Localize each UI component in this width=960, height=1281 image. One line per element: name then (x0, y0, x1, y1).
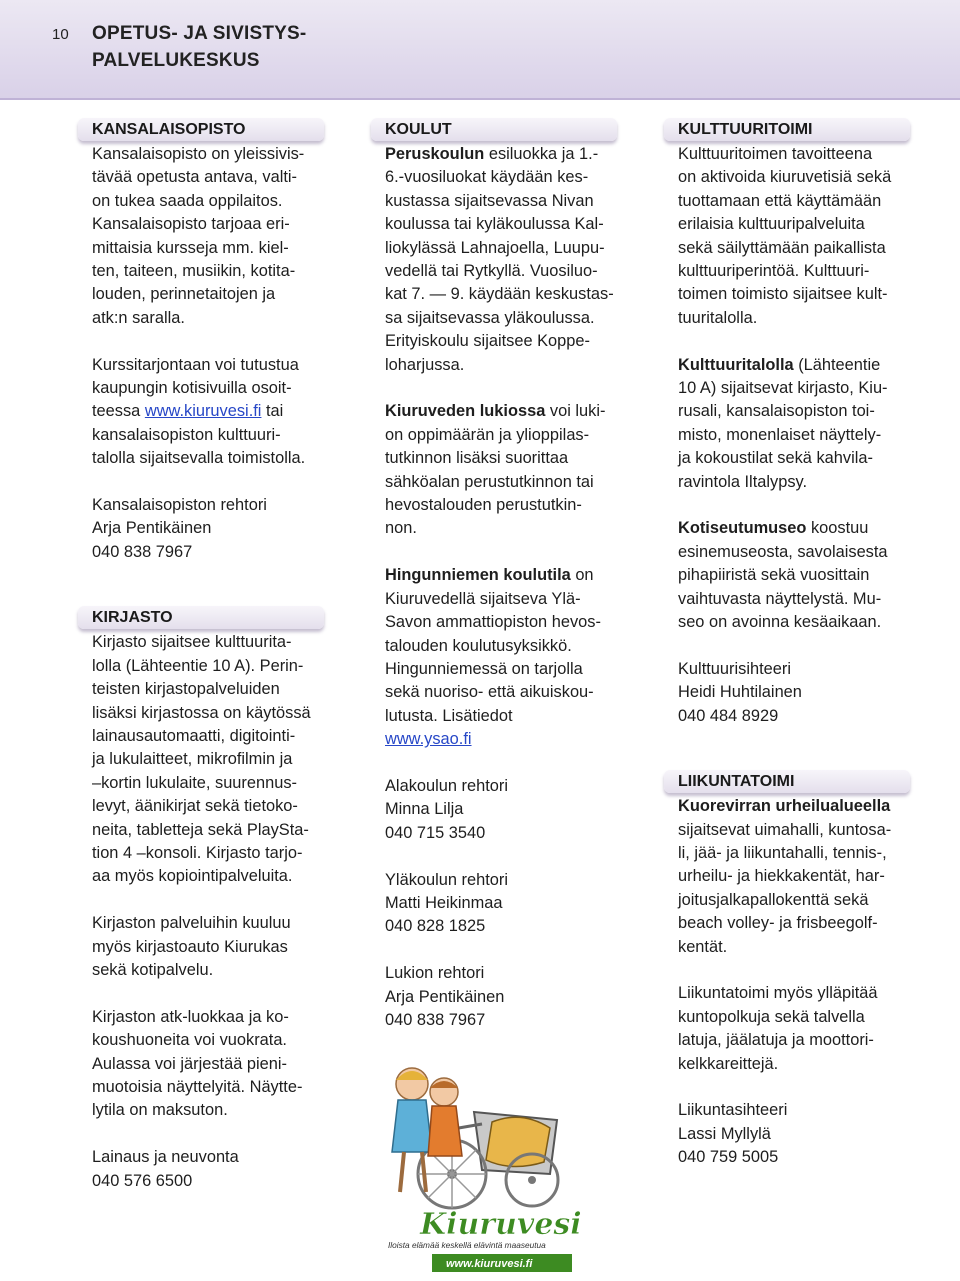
koulut-lukio: Kiuruveden lukiossa voi luki- on oppimäärän ja ylioppilas- tutkinnon lisäksi suorittaa sähköalan perustutkinnon tai hevostalouden perustutkin- non. (385, 402, 606, 538)
logo-wordmark: Kiuruvesi (420, 1207, 582, 1242)
section-heading-kirjasto: KIRJASTO (78, 606, 324, 629)
section-heading-koulut: KOULUT (371, 118, 617, 141)
section-heading-kansalaisopisto: KANSALAISOPISTO (78, 118, 324, 141)
koulut-contact-ylakoulu: Yläkoulun rehtori Matti Heikinmaa 040 828 1825 (385, 870, 509, 936)
koulut-hingunniemi: Hingunniemen koulutila on Kiuruvedellä sijaitseva Ylä- Savon ammattiopiston hevos- talouden koulutusyksikkö. Hingunniemessä on tarjolla sekä nuoriso- että aikuiskou- lutusta. Lisätiedot www.ysao.fi (385, 566, 601, 749)
liikuntatoimi-trails: Liikuntatoimi myös ylläpitää kuntopolkuja sekä talvella latuja, jäälatuja ja moottori- kelkkareittejä. (678, 984, 878, 1073)
page-title-line-1: OPETUS- JA SIVISTYS- (92, 23, 307, 44)
column-left (78, 118, 340, 1216)
kiuruvesi-illustration (382, 1062, 582, 1274)
page-number: 10 (52, 26, 69, 43)
koulut-contact-lukio: Lukion rehtori Arja Pentikäinen 040 838 7967 (385, 964, 505, 1029)
column-right (664, 118, 926, 1193)
koulut-contact-alakoulu: Alakoulun rehtori Minna Lilja 040 715 3540 (385, 776, 509, 842)
page-title-line-2: PALVELUKESKUS (92, 50, 260, 71)
kulttuuritalo: Kulttuuritalolla (Lähteentie 10 A) sijaitsevat kirjasto, Kiu- rusali, kansalaisopiston toi- misto, monenlaiset näyttely- ja kokoustilat sekä kahvila- ravintola Iltalypsy. (678, 355, 888, 491)
logo-tagline: Iloista elämää keskellä elävintä maaseutua (388, 1240, 546, 1250)
kulttuuritoimi-contact: Kulttuurisihteeri Heidi Huhtilainen 040 484 8929 (678, 659, 802, 725)
kiuruvesi-logo (382, 1062, 582, 1274)
logo-url: www.kiuruvesi.fi (446, 1258, 533, 1270)
ysao-website-link[interactable]: www.ysao.fi (385, 730, 472, 749)
kirjasto-contact: Lainaus ja neuvonta 040 576 6500 (92, 1148, 239, 1190)
koulut-peruskoulu: Peruskoulun esiluokka ja 1.- 6.-vuosiluokat käydään kes- kustassa sijaitsevassa Nivan koulussa tai kyläkoulussa Kal- liokylässä Lahnajoella, Luupu- vedellä tai Rytkyllä. Vuosiluo- kat 7. — 9. käydään keskustas- sa sijaitsevassa yläkoulussa. Erityiskoulu sijaitsee Koppe- loharjussa. (385, 145, 614, 374)
kirjasto-services: Kirjasto sijaitsee kulttuurita- lolla (Lähteentie 10 A). Perin- teisten kirjastopalveluiden lisäksi kirjastossa on käytössä lainausautomaatti, digitointi- ja lukulaitteet, mikrofilmin ja –kortin lukulaite, suurennus- levyt, äänikirjat sekä tietoko- neita, tabletteja sekä PlaySta- tion 4 –konsoli. Kirjasto tarjo- aa myös kopiointipalveluita. (92, 633, 311, 886)
kotiseutumuseo: Kotiseutumuseo koostuu esinemuseosta, savolaisesta pihapiiristä sekä vuosittain vaihtuvasta näyttelystä. Mu- seo on avoinna kesäaikaan. (678, 519, 888, 632)
header-band (0, 0, 960, 100)
kirjasto-mobile: Kirjaston palveluihin kuuluu myös kirjastoauto Kiurukas sekä kotipalvelu. (92, 914, 291, 979)
column-middle (371, 118, 633, 1056)
kiuruvesi-website-link[interactable]: www.kiuruvesi.fi (144, 402, 262, 421)
kansalaisopisto-courses: Kurssitarjontaan voi tutustua kaupungin kotisivuilla osoit- teessa www.kiuruvesi.fi tai kansalaisopiston kulttuuri- talolla sijaitsevalla toimistolla. (92, 355, 306, 468)
section-heading-kulttuuritoimi: KULTTUURITOIMI (664, 118, 910, 141)
page-title (92, 20, 306, 74)
kansalaisopisto-intro: Kansalaisopisto on yleissivis- tävää opetusta antava, valti- on tukea saada oppilaitos. Kansalaisopisto tarjoaa eri- mittaisia kursseja mm. kiel- ten, taiteen, musiikin, kotita- louden, perinnetaitojen ja atk:n saralla. (92, 145, 305, 327)
section-heading-liikuntatoimi: LIIKUNTATOIMI (664, 770, 910, 793)
liikuntatoimi-contact: Liikuntasihteeri Lassi Myllylä 040 759 5005 (678, 1101, 788, 1167)
urheilualue: Kuorevirran urheilualueella sijaitsevat uimahalli, kuntosa- li, jää- ja liikuntahalli, tennis-, urheilu- ja hiekkakentät, har- joitusjalkapallokenttä sekä beach volley- ja frisbeegolf- kentät. (678, 797, 892, 956)
kansalaisopisto-contact: Kansalaisopiston rehtori Arja Pentikäinen 040 838 7967 (92, 496, 267, 561)
kirjasto-rooms: Kirjaston atk-luokkaa ja ko- koushuoneita voi vuokrata. Aulassa voi järjestää pieni- muotoisia näyttelyitä. Näytte- lytila on maksuton. (92, 1007, 303, 1120)
kulttuuritoimi-intro: Kulttuuritoimen tavoitteena on aktivoida kiuruvetisiä sekä tuottamaan että käyttämään erilaisia kulttuuripalveluita sekä säilyttämään paikallista kulttuuriperintöä. Kulttuuri- toimen toimisto sijaitsee kult- tuuritalolla. (678, 145, 892, 327)
